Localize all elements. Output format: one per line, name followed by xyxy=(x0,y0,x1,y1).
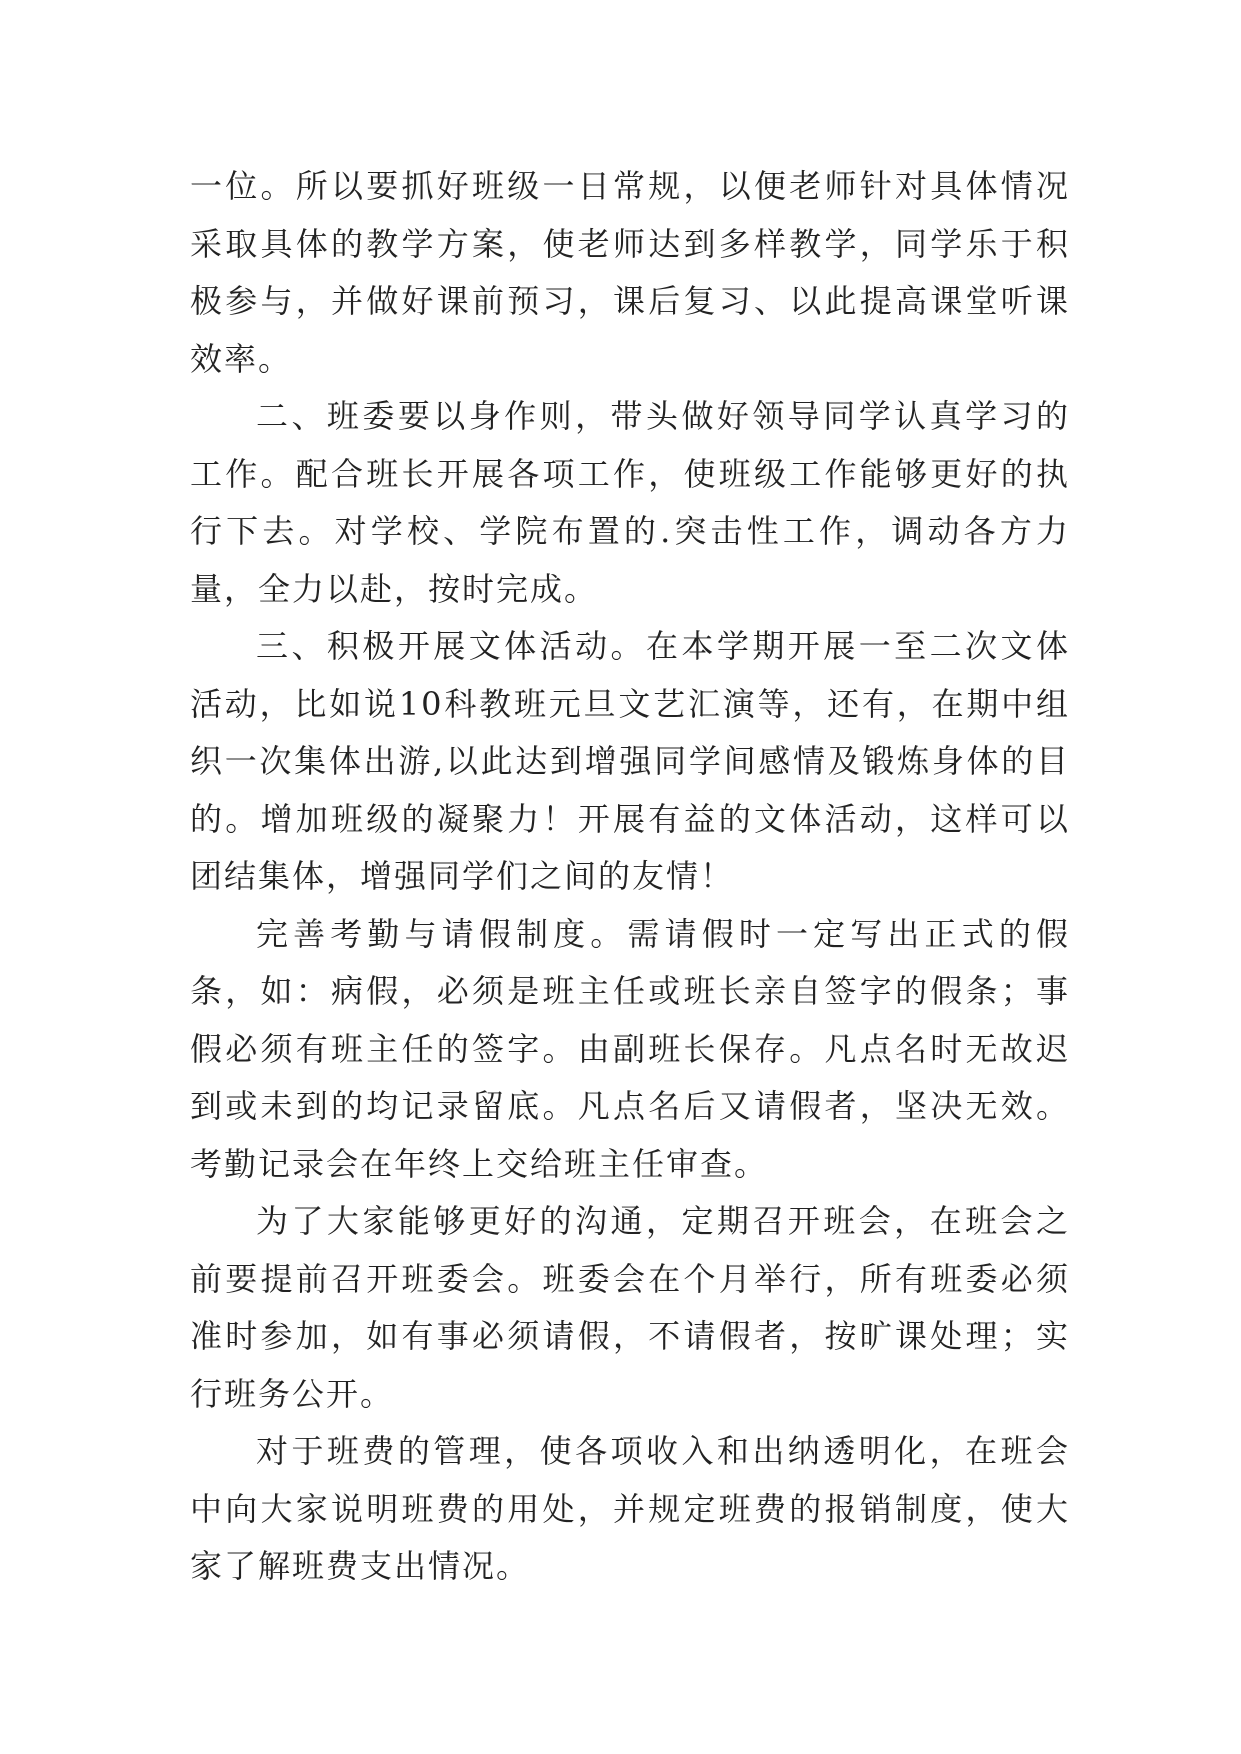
paragraph-4: 完善考勤与请假制度。需请假时一定写出正式的假条，如：病假，必须是班主任或班长亲自签字的假条；事假必须有班主任的签字。由副班长保存。凡点名时无故迟到或未到的均记录留底。凡点名后又请假者，坚决无效。考勤记录会在年终上交给班主任审查。 xyxy=(190,914,1070,1183)
paragraph-6: 对于班费的管理，使各项收入和出纳透明化，在班会中向大家说明班费的用处，并规定班费的报销制度，使大家了解班费支出情况。 xyxy=(190,1432,1070,1585)
paragraph-3: 三、积极开展文体活动。在本学期开展一至二次文体活动，比如说10科教班元旦文艺汇演等，还有，在期中组织一次集体出游,以此达到增强同学间感情及锻炼身体的目的。增加班级的凝聚力！开展有益的文体活动，这样可以团结集体，增强同学们之间的友情！ xyxy=(190,627,1070,895)
document-body xyxy=(190,158,1070,1596)
paragraph-5: 为了大家能够更好的沟通，定期召开班会，在班会之前要提前召开班委会。班委会在个月举行，所有班委必须准时参加，如有事必须请假，不请假者，按旷课处理；实行班务公开。 xyxy=(190,1202,1070,1413)
paragraph-2: 二、班委要以身作则，带头做好领导同学认真学习的工作。配合班长开展各项工作，使班级工作能够更好的执行下去。对学校、学院布置的.突击性工作，调动各方力量，全力以赴，按时完成。 xyxy=(190,397,1070,608)
paragraph-1: 一位。所以要抓好班级一日常规，以便老师针对具体情况采取具体的教学方案，使老师达到多样教学，同学乐于积极参与，并做好课前预习，课后复习、以此提高课堂听课效率。 xyxy=(190,167,1070,378)
